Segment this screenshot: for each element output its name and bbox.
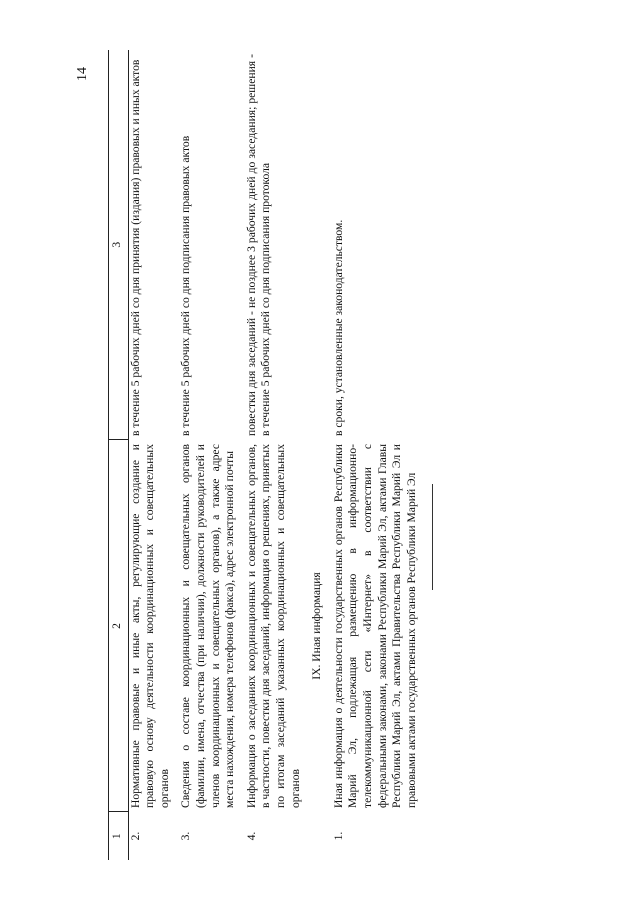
header-col-2: 2	[109, 440, 129, 812]
table-row	[245, 50, 310, 860]
table-row	[179, 50, 244, 860]
info-cell: Информация о заседаниях координационных и совещательных органов, в частности, повестки дня заседаний, информация о решениях, принятых по итогам заседаний указанных координационных и совещательных органов	[244, 444, 302, 808]
row-number: 4.	[244, 831, 258, 841]
section-row	[310, 50, 332, 860]
table-row	[332, 50, 427, 860]
term-cell: в течение 5 рабочих дней со дня принятия (издания) правовых и иных актов	[128, 59, 142, 436]
info-cell: Сведения о составе координационных и совещательных органов (фамилии, имена, отчества (при наличии), должности руководителей и членов координационных и совещательных органов), а также адрес места нахождения, номера телефонов (факса), адрес электронной почты	[179, 444, 237, 808]
info-cell: Нормативные правовые и иные акты, регулирующие создание и правовую основу деятельности координационных и совещательных органов	[128, 444, 171, 808]
section-title: IX. Иная информация	[310, 572, 324, 680]
table-header-row	[109, 50, 129, 860]
term-cell: в течение 5 рабочих дней со дня подписания правовых актов	[179, 135, 193, 436]
table-row	[128, 50, 179, 860]
page-number: 14	[75, 67, 90, 81]
term-cell: повестки дня заседаний - не позднее 3 рабочих дней до заседания; решения - в течение 5 рабочих дней со дня подписания протокола	[244, 54, 273, 436]
header-col-3: 3	[109, 50, 129, 440]
info-cell: Иная информация о деятельности государственных органов Республики Марий Эл, подлежащая размещению в информационно-телекоммуникационной сети «Интернет» в соответствии с федеральными законами, законами Республики Марий Эл, актами Главы Республики Марий Эл, актами Правительства Республики Марий Эл и правовыми актами государственных органов Республики Марий Эл	[331, 444, 418, 808]
row-number: 3.	[179, 831, 193, 841]
header-col-1: 1	[109, 812, 129, 860]
row-number: 1.	[331, 831, 345, 841]
term-cell: в сроки, установленные законодательством.	[331, 219, 345, 436]
end-rule-line	[432, 484, 433, 590]
row-number: 2.	[128, 831, 142, 841]
info-table	[108, 50, 426, 860]
